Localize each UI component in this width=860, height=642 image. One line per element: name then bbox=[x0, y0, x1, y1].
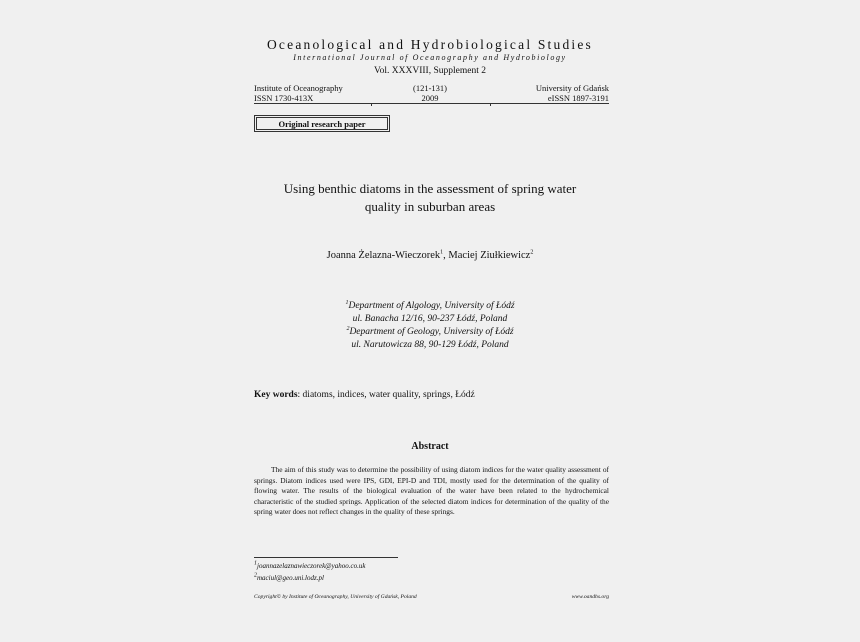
journal-title: Oceanological and Hydrobiological Studies bbox=[266, 37, 593, 52]
affil-marker: 1 bbox=[345, 299, 349, 306]
page-range: (121-131) bbox=[413, 83, 447, 93]
paper-type-badge bbox=[254, 115, 390, 132]
abstract-heading: Abstract bbox=[411, 441, 449, 452]
title-line: quality in suburban areas bbox=[364, 199, 496, 214]
author-list bbox=[0, 250, 860, 261]
affiliation-line: ul. Banacha 12/16, 90-237 Łódź, Poland bbox=[352, 314, 508, 324]
pages-year-block bbox=[400, 83, 460, 103]
author-separator: , bbox=[443, 250, 449, 261]
footnote-divider bbox=[254, 557, 398, 558]
email-link[interactable]: joannazelaznawieczorek@yahoo.co.uk bbox=[257, 562, 366, 570]
keywords-label: Key words bbox=[254, 390, 298, 400]
footnote-marker: 1 bbox=[254, 560, 257, 567]
footnote-email bbox=[254, 562, 365, 570]
author-name: Joanna Żelazna-Wieczorek bbox=[326, 250, 441, 261]
author-affil-marker: 1 bbox=[440, 249, 444, 256]
university-block bbox=[470, 83, 609, 103]
copyright-notice: Copyright© by Institute of Oceanography, University of Gdańsk, Poland bbox=[254, 594, 417, 600]
keywords bbox=[254, 390, 475, 400]
volume-info: Vol. XXXVIII, Supplement 2 bbox=[374, 66, 486, 76]
keywords-text: : diatoms, indices, water quality, springs, Łódź bbox=[297, 390, 475, 400]
header-divider bbox=[254, 103, 609, 104]
affil-marker: 2 bbox=[346, 325, 350, 332]
issn: ISSN 1730-413X bbox=[254, 93, 314, 103]
author-affil-marker: 2 bbox=[530, 249, 534, 256]
email-link[interactable]: maciul@geo.uni.lodz.pl bbox=[257, 574, 324, 582]
footnote-email bbox=[254, 574, 324, 582]
eissn: eISSN 1897-3191 bbox=[547, 93, 609, 103]
title-line: Using benthic diatoms in the assessment of spring water bbox=[283, 181, 577, 196]
footnote-marker: 2 bbox=[254, 572, 257, 579]
year: 2009 bbox=[421, 93, 439, 103]
publisher-name: Institute of Oceanography bbox=[254, 83, 343, 93]
article-title bbox=[230, 180, 630, 216]
publisher-block bbox=[254, 83, 343, 103]
affiliation-line: ul. Narutowicza 88, 90-129 Łódź, Poland bbox=[351, 340, 509, 350]
university-name: University of Gdańsk bbox=[535, 83, 609, 93]
affiliations bbox=[0, 300, 860, 352]
author-name: Maciej Ziułkiewicz bbox=[448, 250, 531, 261]
journal-website-link[interactable]: www.oandhs.org bbox=[571, 594, 609, 600]
header-divider-tick bbox=[371, 103, 372, 106]
affiliation-line: $^2$Department of Geology, University of Łódź bbox=[346, 325, 514, 337]
affiliation-line: $^1$Department of Algology, University of Łódź bbox=[345, 299, 515, 311]
header-divider-tick bbox=[490, 103, 491, 106]
paper-type-label: Original research paper bbox=[256, 117, 388, 130]
journal-subtitle: International Journal of Oceanography and Hydrobiology bbox=[293, 53, 567, 62]
abstract-body: The aim of this study was to determine the possibility of using diatom indices for the water quality assessment of springs. Diatom indices used were IPS, GDI, EPI-D and TDI, mostly used for the determination of the quality of flowing water. The results of the biological evaluation of the water have been related to the hydrochemical characteristic of the studied springs. Application of the selected diatom indices for determination of the quality of the spring water does not reflect changes in the quality of these springs. bbox=[254, 465, 609, 516]
